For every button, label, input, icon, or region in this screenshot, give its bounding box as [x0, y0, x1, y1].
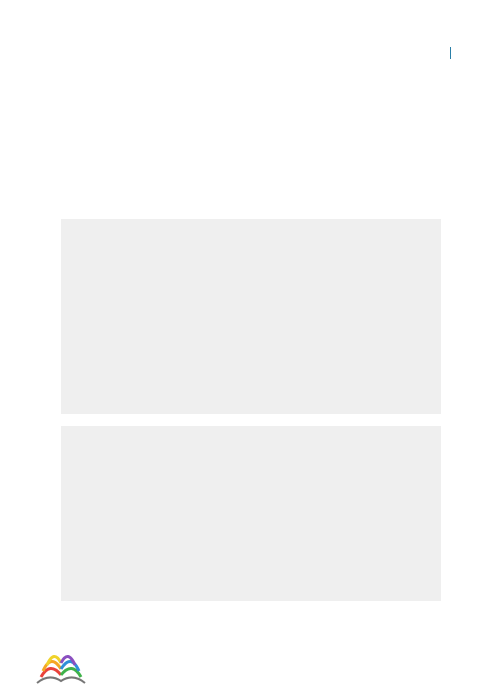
figure-caption: [58, 604, 448, 620]
running-head-divider: [450, 47, 451, 59]
ecg-strip-bottom: [61, 426, 441, 601]
ecg-strip-top: [61, 219, 441, 414]
ecg-tracing-top: [61, 219, 441, 414]
book-logo-icon: [33, 643, 89, 691]
ecg-tracing-bottom: [61, 426, 441, 601]
running-head: [445, 47, 456, 59]
